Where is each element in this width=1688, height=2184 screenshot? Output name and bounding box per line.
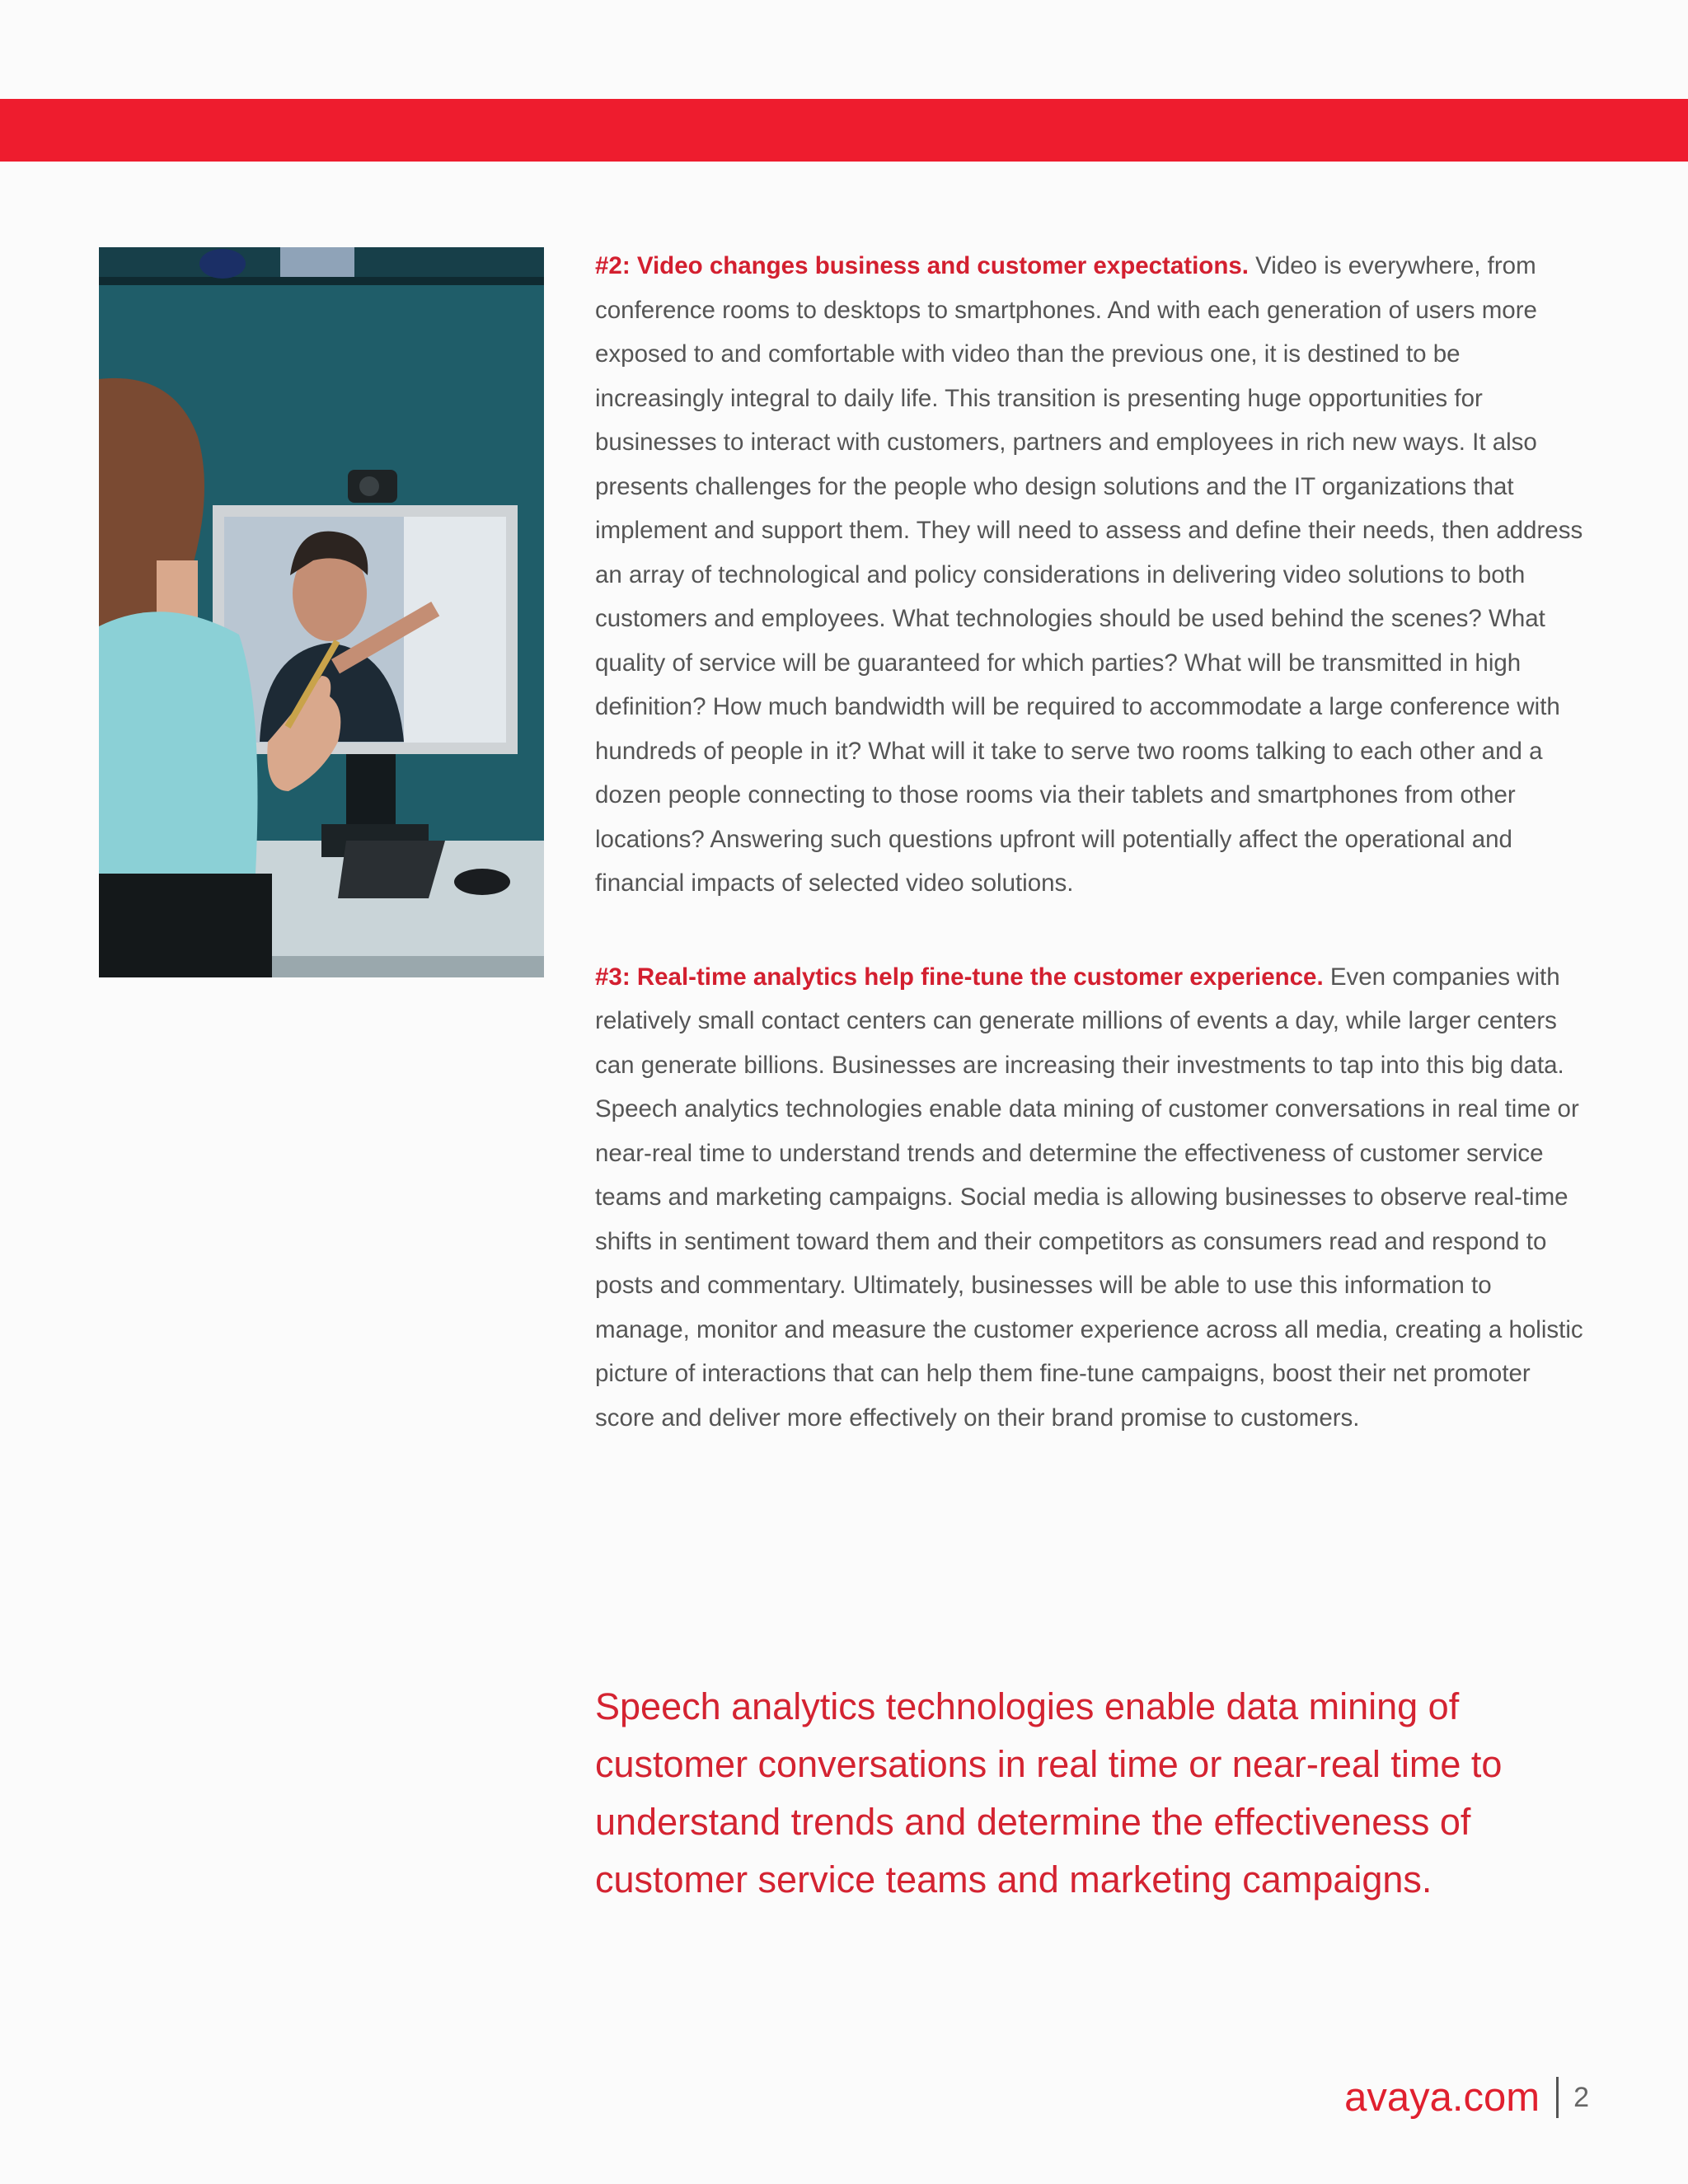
section-3-paragraph — [595, 955, 1592, 1441]
footer-site-link[interactable]: avaya.com — [1344, 2075, 1540, 2120]
header-red-bar — [0, 99, 1688, 162]
section-2-heading: #2: Video changes business and customer expectations. — [595, 252, 1249, 279]
footer — [1344, 2069, 1589, 2126]
section-3-heading: #3: Real-time analytics help fine-tune the customer experience. — [595, 963, 1324, 991]
page-number: 2 — [1573, 2081, 1589, 2113]
section-2-paragraph — [595, 244, 1592, 906]
footer-divider — [1556, 2077, 1559, 2118]
section-3-text: Even companies with relatively small contact centers can generate millions of events a day, while larger centers can generate billions. Businesses are increasing their investments to tap into this big data. Speech analytics technologies enable data mining of customer conversations in real time or near-real time to understand trends and determine the effectiveness of customer service teams and marketing campaigns. Social media is allowing businesses to observe real-time shifts in sentiment toward them and their competitors as consumers read and respond to posts and commentary. Ultimately, businesses will be able to use this information to manage, monitor and measure the customer experience across all media, creating a holistic picture of interactions that can help them fine-tune campaigns, boost their net promoter score and deliver more effectively on their brand promise to customers. — [595, 963, 1583, 1432]
video-call-photo — [99, 247, 544, 977]
article-body — [595, 244, 1592, 1440]
pull-quote: Speech analytics technologies enable data mining of customer conversations in real time or near-real time to understand trends and determine the effectiveness of customer service teams and marketing campaigns. — [595, 1685, 1503, 1900]
section-2-text: Video is everywhere, from conference rooms to desktops to smartphones. And with each generation of users more exposed to and comfortable with video than the previous one, it is destined to be increasingly integral to daily life. This transition is presenting huge opportunities for businesses to interact with customers, partners and employees in rich new ways. It also presents challenges for the people who design solutions and the IT organizations that implement and support them. They will need to assess and define their needs, then address an array of technological and policy considerations in delivering video solutions to both customers and employees. What technologies should be used behind the scenes? What quality of service will be guaranteed for which parties? What will be transmitted in high definition? How much bandwidth will be required to accommodate a large conference with hundreds of people in it? What will it take to serve two rooms talking to each other and a dozen people connecting to those rooms via their tablets and smartphones from other locations? Answering such questions upfront will potentially affect the operational and financial impacts of selected video solutions. — [595, 252, 1583, 897]
